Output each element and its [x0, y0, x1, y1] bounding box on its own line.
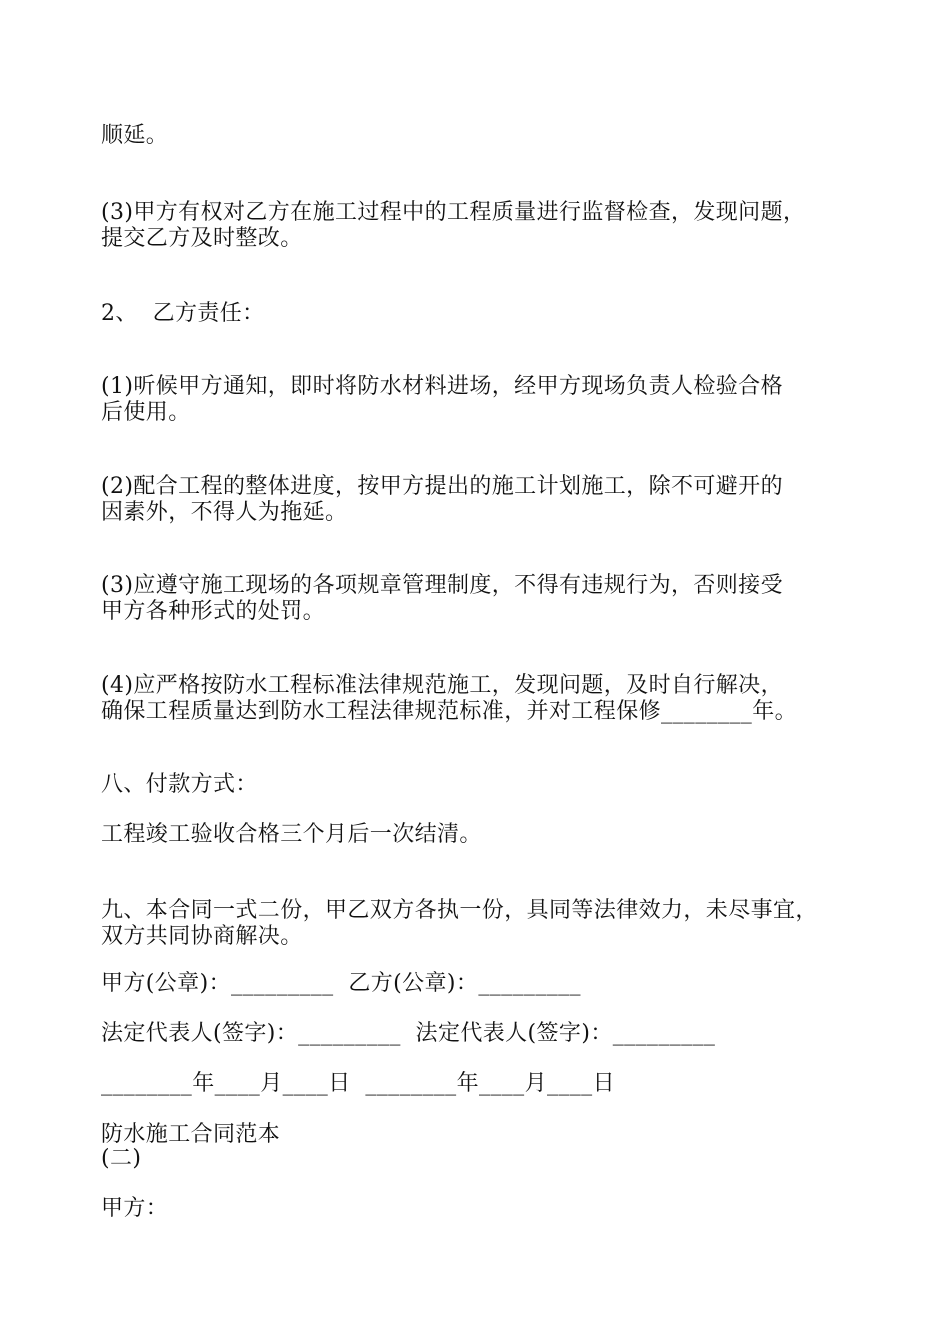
paragraph-text: (4)应严格按防水工程标准法律规范施工，发现问题，及时自行解决， — [101, 673, 783, 698]
paragraph-text: 提交乙方及时整改。 — [101, 226, 303, 251]
paragraph-text: 因素外，不得人为拖延。 — [101, 500, 348, 525]
paragraph-text: 顺延。 — [101, 123, 169, 148]
document-title: 防水施工合同范本 — [101, 1122, 281, 1147]
signature-seal-line: 甲方(公章)：_________ 乙方(公章)：_________ — [101, 971, 581, 996]
paragraph-text: (2)配合工程的整体进度，按甲方提出的施工计划施工，除不可避开的 — [101, 474, 783, 499]
paragraph-text: 确保工程质量达到防水工程法律规范标准，并对工程保修________年。 — [101, 699, 798, 724]
signature-representative-line: 法定代表人(签字)：_________ 法定代表人(签字)：_________ — [101, 1021, 716, 1046]
paragraph-text: 双方共同协商解决。 — [101, 924, 303, 949]
paragraph-text: 甲方各种形式的处罚。 — [101, 599, 326, 624]
paragraph-text: 后使用。 — [101, 400, 191, 425]
party-a-label: 甲方： — [101, 1196, 169, 1221]
paragraph-text: 九、本合同一式二份，甲乙双方各执一份，具同等法律效力，未尽事宜， — [101, 898, 818, 923]
document-subtitle: (二) — [101, 1146, 142, 1171]
section-heading: 八、付款方式： — [101, 772, 258, 797]
paragraph-text: (3)应遵守施工现场的各项规章管理制度，不得有违规行为，否则接受 — [101, 573, 783, 598]
section-heading: 2、 乙方责任： — [101, 301, 265, 326]
paragraph-text: (3)甲方有权对乙方在施工过程中的工程质量进行监督检查，发现问题， — [101, 200, 806, 225]
paragraph-text: (1)听候甲方通知，即时将防水材料进场，经甲方现场负责人检验合格 — [101, 374, 783, 399]
paragraph-text: 工程竣工验收合格三个月后一次结清。 — [101, 822, 482, 847]
signature-date-line: ________年____月____日 ________年____月____日 — [101, 1071, 615, 1096]
